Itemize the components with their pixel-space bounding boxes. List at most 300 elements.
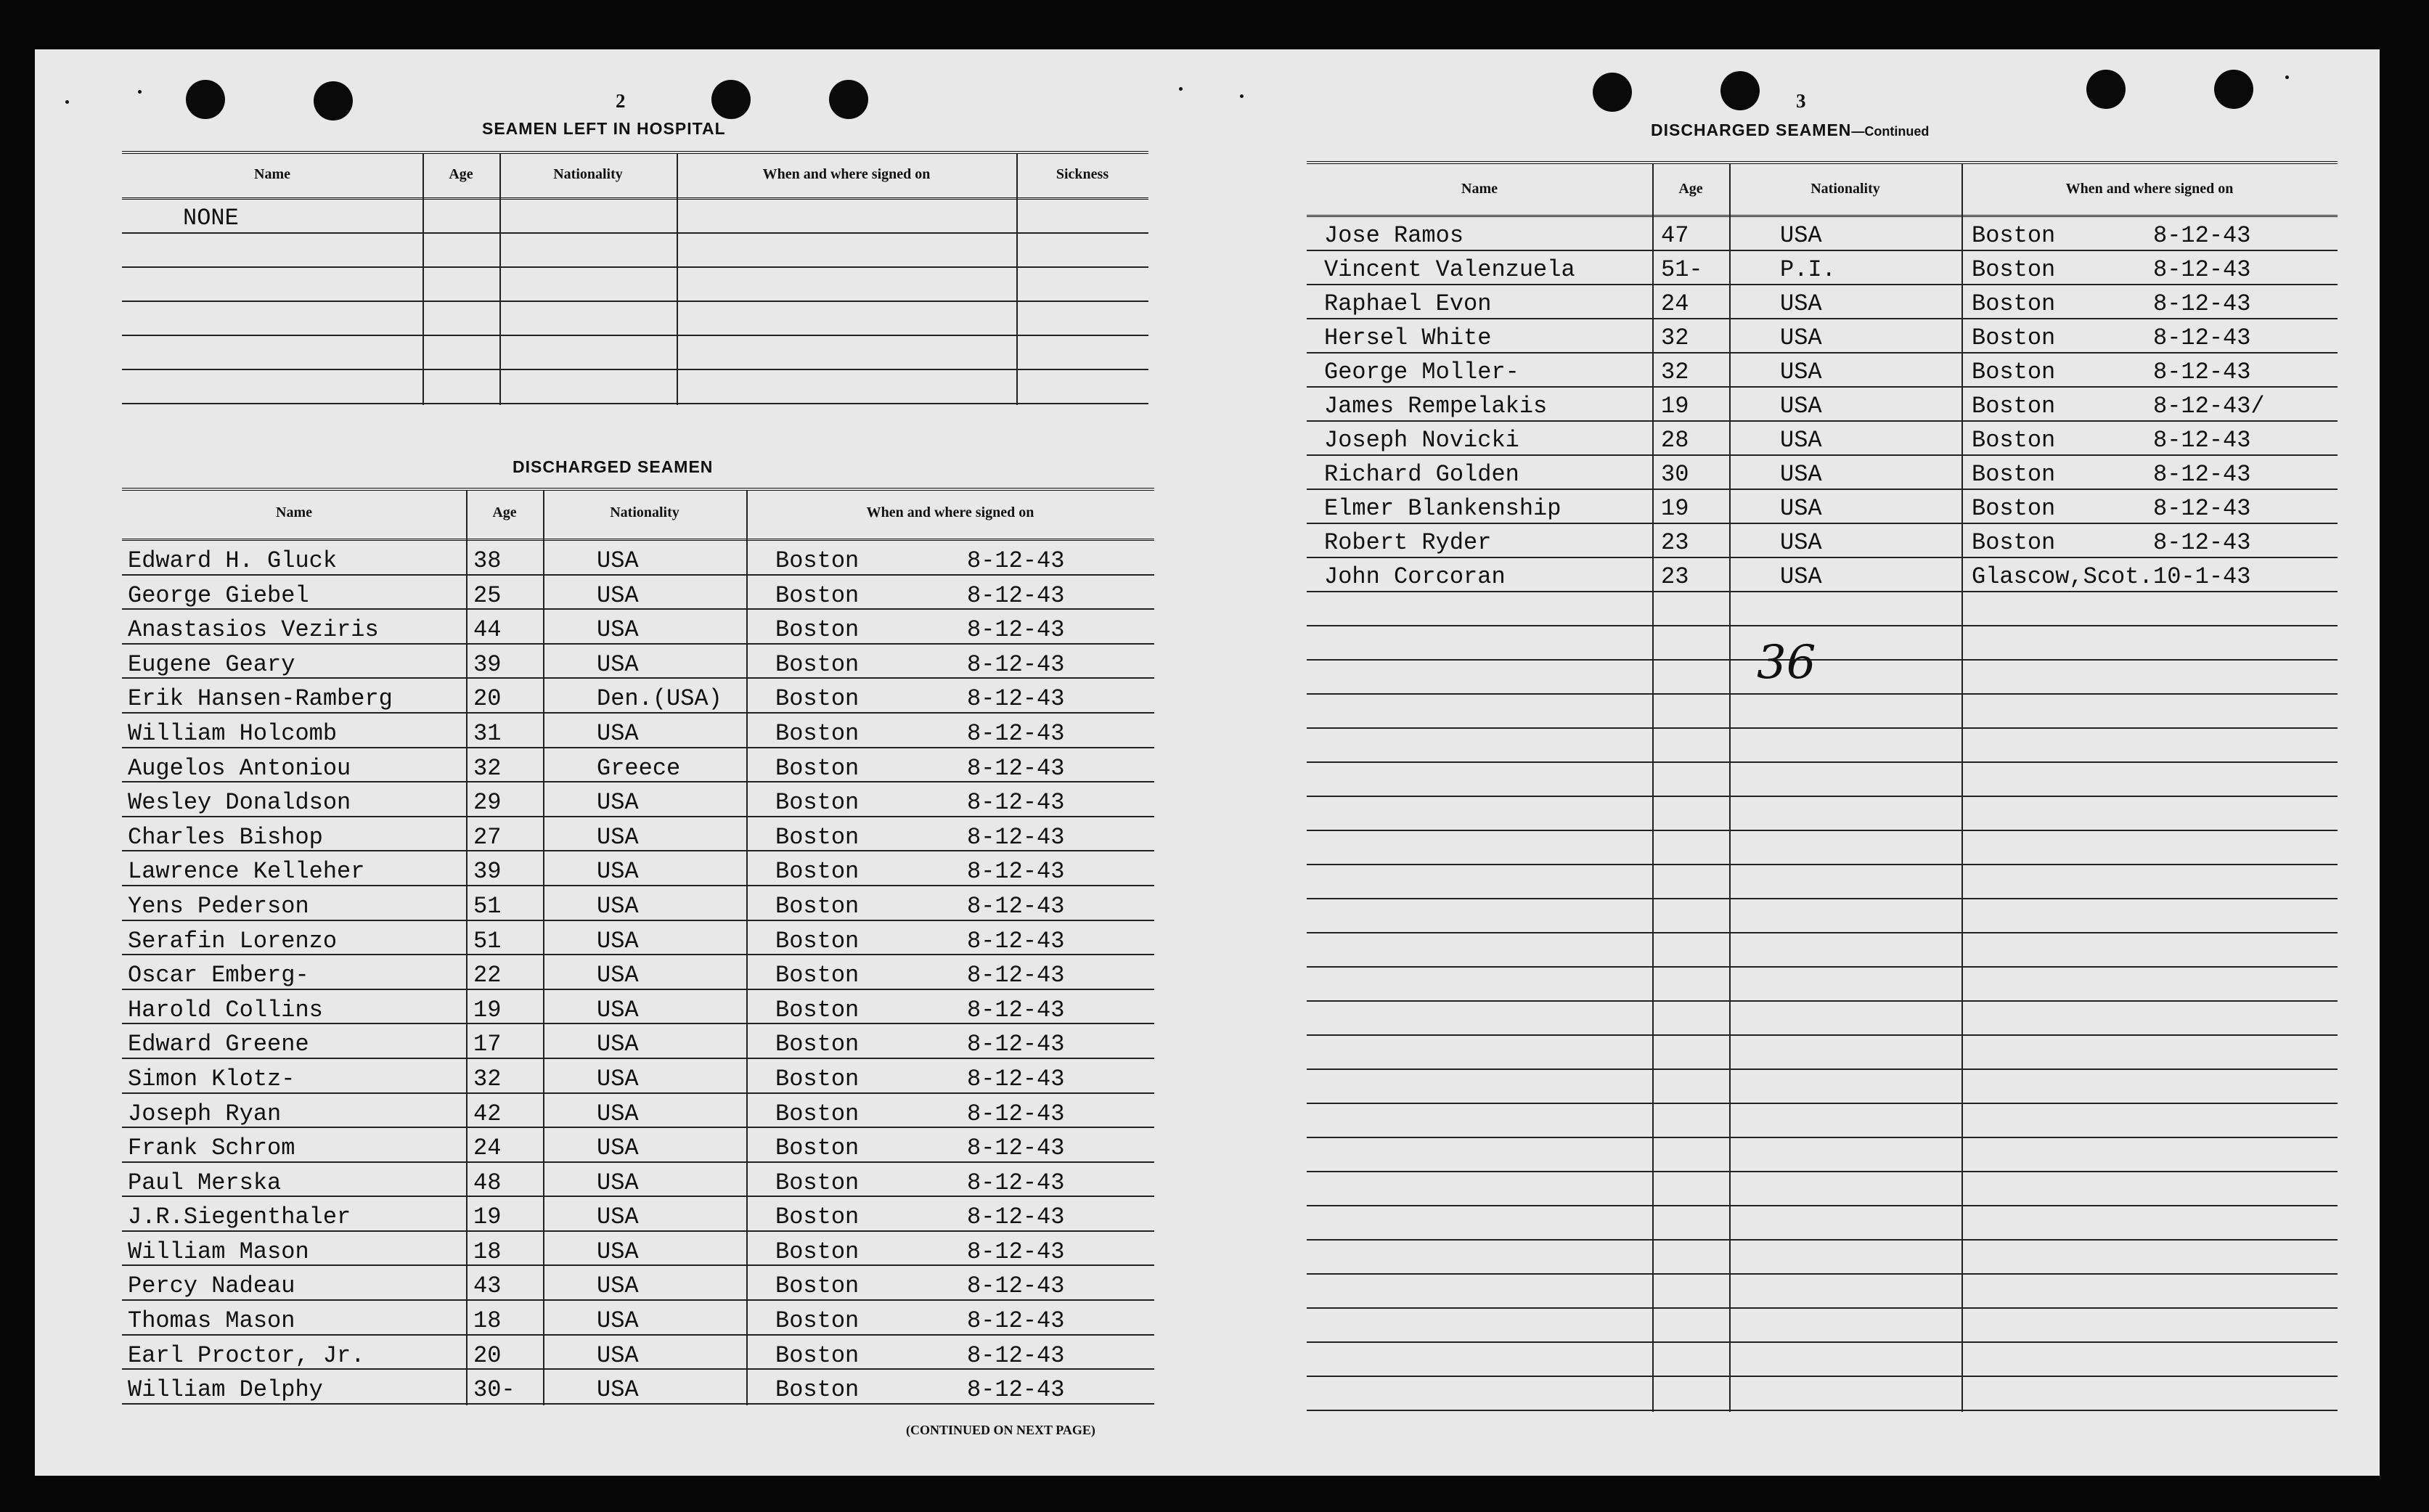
- table-cell: Richard Golden: [1324, 463, 1519, 486]
- table-cell: 19: [473, 1206, 502, 1230]
- punch-hole: [1593, 73, 1632, 112]
- table-cell: 29: [473, 791, 502, 815]
- table-cell: Boston: [775, 1171, 860, 1195]
- column-header: When and where signed on: [2065, 181, 2234, 197]
- table-cell: 51-: [1661, 258, 1703, 282]
- table-cell: 8-12-43: [967, 825, 1065, 849]
- table-cell: 20: [473, 687, 502, 711]
- table-cell: USA: [597, 1102, 639, 1126]
- table-cell: USA: [597, 894, 639, 918]
- table-cell: 8-12-43: [967, 1206, 1065, 1230]
- table-row: [122, 336, 1148, 370]
- table-cell: 23: [1661, 531, 1689, 555]
- table-cell: Boston: [775, 825, 860, 849]
- punch-hole: [711, 80, 751, 119]
- table-row: [1307, 456, 2338, 490]
- table-row: [1307, 797, 2338, 831]
- table-cell: Boston: [1972, 258, 2056, 282]
- table-cell: William Holcomb: [128, 722, 338, 745]
- column-divider: [677, 154, 678, 405]
- table-cell: USA: [597, 1240, 639, 1264]
- table-cell: 8-12-43: [2153, 258, 2251, 282]
- table-cell: Boston: [775, 653, 860, 677]
- table-row: [1307, 1138, 2338, 1172]
- table-cell: Boston: [775, 1067, 860, 1091]
- column-header: Age: [1678, 181, 1703, 197]
- table-cell: USA: [597, 1137, 639, 1161]
- table-row: [122, 851, 1154, 886]
- table-cell: 18: [473, 1240, 502, 1264]
- table-cell: 8-12-43/: [2153, 395, 2265, 418]
- table-row: [122, 1336, 1154, 1370]
- table-cell: Erik Hansen-Ramberg: [128, 687, 393, 711]
- table-cell: Lawrence Kelleher: [128, 860, 365, 884]
- table-cell: 31: [473, 722, 502, 745]
- table-cell: USA: [597, 791, 639, 815]
- column-header: When and where signed on: [866, 504, 1034, 520]
- table-cell: Boston: [775, 722, 860, 745]
- table-cell: George Giebel: [128, 584, 309, 608]
- column-header: Name: [1461, 181, 1498, 197]
- speck: [1240, 94, 1244, 98]
- continued-table: [1307, 161, 2338, 1411]
- table-cell: USA: [1780, 531, 1822, 555]
- table-cell: Eugene Geary: [128, 653, 295, 677]
- table-cell: 8-12-43: [2153, 429, 2251, 452]
- punch-hole: [186, 80, 225, 119]
- table-row: [1307, 490, 2338, 524]
- table-cell: 22: [473, 964, 502, 988]
- table-cell: George Moller-: [1324, 361, 1519, 384]
- table-cell: USA: [597, 929, 639, 953]
- table-row: [1307, 695, 2338, 729]
- table-row: [122, 1232, 1154, 1267]
- page-number-left: 2: [616, 90, 626, 112]
- table-cell: Boston: [775, 860, 860, 884]
- table-cell: William Mason: [128, 1240, 309, 1264]
- table-row: [1307, 933, 2338, 968]
- table-cell: Boston: [775, 1378, 860, 1402]
- table-cell: USA: [1780, 327, 1822, 350]
- table-cell: Edward Greene: [128, 1033, 309, 1057]
- table-cell: Boston: [775, 584, 860, 608]
- table-cell: USA: [597, 722, 639, 745]
- table-cell: USA: [597, 860, 639, 884]
- table-row: [122, 541, 1154, 576]
- table-cell: 8-12-43: [967, 791, 1065, 815]
- page-number-right: 3: [1796, 90, 1806, 112]
- table-row: [122, 576, 1154, 610]
- table-row: [122, 610, 1154, 645]
- table-cell: Boston: [775, 756, 860, 780]
- table-cell: Percy Nadeau: [128, 1275, 295, 1299]
- table-row: [1307, 831, 2338, 865]
- table-cell: 8-12-43: [967, 722, 1065, 745]
- table-row: [122, 1370, 1154, 1405]
- table-cell: Edward H. Gluck: [128, 549, 338, 573]
- table-cell: Boston: [775, 929, 860, 953]
- table-row: [1307, 865, 2338, 899]
- table-row: [122, 1266, 1154, 1301]
- table-cell: Simon Klotz-: [128, 1067, 295, 1091]
- table-row: [122, 1197, 1154, 1232]
- table-cell: Frank Schrom: [128, 1137, 295, 1161]
- table-row: [1307, 899, 2338, 933]
- table-cell: Elmer Blankenship: [1324, 497, 1562, 520]
- column-header: Nationality: [1810, 181, 1880, 197]
- table-cell: 24: [473, 1137, 502, 1161]
- table-cell: Boston: [775, 1206, 860, 1230]
- column-divider: [422, 154, 424, 405]
- table-cell: 8-12-43: [967, 1275, 1065, 1299]
- table-cell: Boston: [775, 998, 860, 1022]
- table-cell: 30-: [473, 1378, 515, 1402]
- table-cell: 8-12-43: [967, 756, 1065, 780]
- table-row: [122, 1128, 1154, 1163]
- table-cell: 8-12-43: [2153, 531, 2251, 555]
- table-cell: 8-12-43: [967, 549, 1065, 573]
- table-row: [1307, 1343, 2338, 1377]
- table-cell: Boston: [775, 687, 860, 711]
- column-divider: [1961, 164, 1963, 1412]
- table-cell: 19: [473, 998, 502, 1022]
- table-cell: 32: [1661, 361, 1689, 384]
- punch-hole: [2214, 70, 2253, 109]
- column-divider: [1016, 154, 1018, 405]
- table-cell: 8-12-43: [967, 1309, 1065, 1333]
- column-header: Nationality: [553, 166, 623, 182]
- table-cell: 8-12-43: [967, 1137, 1065, 1161]
- table-row: [1307, 1377, 2338, 1411]
- table-cell: USA: [597, 964, 639, 988]
- table-row: [122, 921, 1154, 956]
- table-cell: Vincent Valenzuela: [1324, 258, 1575, 282]
- table-body: [122, 541, 1154, 1405]
- table-cell: 8-12-43: [967, 964, 1065, 988]
- table-cell: Augelos Antoniou: [128, 756, 351, 780]
- column-header: Sickness: [1056, 166, 1109, 182]
- table-row: [122, 234, 1148, 268]
- table-cell: Jose Ramos: [1324, 224, 1464, 248]
- table-cell: 8-12-43: [967, 1067, 1065, 1091]
- speck: [2285, 75, 2289, 79]
- table-body: [1307, 217, 2338, 1411]
- table-cell: USA: [1780, 463, 1822, 486]
- table-cell: Boston: [1972, 429, 2056, 452]
- table-row: [1307, 1206, 2338, 1241]
- table-cell: NONE: [183, 207, 239, 230]
- table-cell: Boston: [775, 549, 860, 573]
- table-cell: Boston: [775, 618, 860, 642]
- table-cell: 8-12-43: [967, 1378, 1065, 1402]
- table-cell: 28: [1661, 429, 1689, 452]
- table-row: [1307, 1309, 2338, 1343]
- table-row: [122, 714, 1154, 748]
- table-cell: USA: [597, 1275, 639, 1299]
- punch-hole: [314, 81, 353, 120]
- table-row: [122, 886, 1154, 921]
- table-cell: 20: [473, 1344, 502, 1368]
- table-cell: USA: [1780, 565, 1822, 589]
- table-body: [122, 200, 1148, 404]
- table-cell: 19: [1661, 395, 1689, 418]
- table-cell: USA: [1780, 497, 1822, 520]
- table-cell: Boston: [775, 964, 860, 988]
- table-cell: 8-12-43: [967, 1171, 1065, 1195]
- table-row: [1307, 388, 2338, 422]
- table-cell: Boston: [1972, 293, 2056, 316]
- table-row: [1307, 217, 2338, 251]
- table-cell: Paul Merska: [128, 1171, 282, 1195]
- table-cell: 32: [473, 756, 502, 780]
- table-cell: John Corcoran: [1324, 565, 1506, 589]
- table-cell: J.R.Siegenthaler: [128, 1206, 351, 1230]
- table-row: [122, 782, 1154, 817]
- table-row: [1307, 422, 2338, 456]
- column-header: When and where signed on: [762, 166, 931, 182]
- table-cell: Robert Ryder: [1324, 531, 1492, 555]
- table-cell: 48: [473, 1171, 502, 1195]
- column-divider: [746, 491, 748, 1405]
- table-row: [1307, 285, 2338, 319]
- table-cell: James Rempelakis: [1324, 395, 1548, 418]
- table-row: [1307, 729, 2338, 763]
- table-cell: 8-12-43: [967, 1102, 1065, 1126]
- table-cell: USA: [597, 1171, 639, 1195]
- table-cell: 8-12-43: [2153, 293, 2251, 316]
- table-cell: USA: [597, 618, 639, 642]
- table-row: [122, 955, 1154, 990]
- table-cell: Joseph Ryan: [128, 1102, 282, 1126]
- table-row: [1307, 592, 2338, 626]
- column-header: Age: [449, 166, 473, 182]
- table-cell: 25: [473, 584, 502, 608]
- table-cell: Boston: [775, 894, 860, 918]
- table-cell: USA: [1780, 361, 1822, 384]
- table-cell: USA: [597, 1309, 639, 1333]
- table-cell: Serafin Lorenzo: [128, 929, 338, 953]
- handwritten-total: 36: [1757, 636, 1816, 690]
- table-row: [1307, 1172, 2338, 1206]
- table-cell: Boston: [775, 1102, 860, 1126]
- table-cell: USA: [597, 1378, 639, 1402]
- table-row: [1307, 251, 2338, 285]
- table-cell: Anastasios Veziris: [128, 618, 379, 642]
- table-cell: 8-12-43: [2153, 327, 2251, 350]
- table-cell: 8-12-43: [967, 1344, 1065, 1368]
- table-cell: 17: [473, 1033, 502, 1057]
- table-row: [122, 1163, 1154, 1198]
- table-cell: Charles Bishop: [128, 825, 323, 849]
- table-cell: Harold Collins: [128, 998, 323, 1022]
- table-cell: 30: [1661, 463, 1689, 486]
- table-cell: Boston: [775, 1309, 860, 1333]
- column-divider: [466, 491, 468, 1405]
- table-cell: 47: [1661, 224, 1689, 248]
- table-row: [1307, 1104, 2338, 1138]
- table-cell: Hersel White: [1324, 327, 1492, 350]
- table-cell: 8-12-43: [967, 1033, 1065, 1057]
- table-row: [1307, 968, 2338, 1002]
- table-row: [1307, 1070, 2338, 1104]
- table-cell: USA: [597, 1206, 639, 1230]
- column-header: Name: [276, 504, 312, 520]
- table-row: [1307, 319, 2338, 354]
- table-cell: Yens Pederson: [128, 894, 309, 918]
- punch-hole: [2086, 70, 2126, 109]
- table-cell: 8-12-43: [2153, 361, 2251, 384]
- table-cell: 8-12-43: [967, 687, 1065, 711]
- table-cell: 24: [1661, 293, 1689, 316]
- table-cell: Boston: [775, 1033, 860, 1057]
- column-divider: [1652, 164, 1654, 1412]
- table-cell: 8-12-43: [967, 1240, 1065, 1264]
- table-cell: 8-12-43: [967, 618, 1065, 642]
- table-cell: Boston: [1972, 224, 2056, 248]
- hospital-title: SEAMEN LEFT IN HOSPITAL: [482, 119, 726, 138]
- table-cell: 23: [1661, 565, 1689, 589]
- table-row: [1307, 661, 2338, 695]
- table-cell: 32: [473, 1067, 502, 1091]
- table-row: [1307, 558, 2338, 592]
- table-cell: Boston: [1972, 361, 2056, 384]
- table-cell: 19: [1661, 497, 1689, 520]
- table-cell: Den.(USA): [597, 687, 722, 711]
- table-cell: USA: [597, 1344, 639, 1368]
- column-divider: [543, 491, 544, 1405]
- table-cell: USA: [1780, 224, 1822, 248]
- table-cell: Boston: [775, 1344, 860, 1368]
- table-cell: 27: [473, 825, 502, 849]
- document-paper: [35, 49, 2380, 1476]
- column-divider: [499, 154, 501, 405]
- table-cell: 43: [473, 1275, 502, 1299]
- table-cell: Wesley Donaldson: [128, 791, 351, 815]
- speck: [65, 100, 69, 104]
- table-cell: 39: [473, 653, 502, 677]
- table-cell: 8-12-43: [967, 584, 1065, 608]
- table-row: [122, 1059, 1154, 1094]
- table-header: [122, 491, 1154, 541]
- table-row: [1307, 1241, 2338, 1275]
- table-cell: 8-12-43: [967, 998, 1065, 1022]
- table-cell: 8-12-43: [2153, 224, 2251, 248]
- table-cell: Boston: [775, 791, 860, 815]
- table-cell: 51: [473, 929, 502, 953]
- table-cell: 39: [473, 860, 502, 884]
- table-cell: 8-12-43: [967, 929, 1065, 953]
- column-header: Name: [254, 166, 290, 182]
- table-cell: 44: [473, 618, 502, 642]
- table-cell: Earl Proctor, Jr.: [128, 1344, 365, 1368]
- table-cell: Oscar Emberg-: [128, 964, 309, 988]
- table-row: [1307, 354, 2338, 388]
- table-cell: USA: [597, 998, 639, 1022]
- table-row: [1307, 524, 2338, 558]
- discharged-title: DISCHARGED SEAMEN: [513, 457, 714, 476]
- column-divider: [1729, 164, 1731, 1412]
- table-cell: USA: [1780, 395, 1822, 418]
- table-row: [122, 1301, 1154, 1336]
- table-cell: 8-12-43: [2153, 463, 2251, 486]
- column-header: Age: [492, 504, 517, 520]
- table-cell: 42: [473, 1102, 502, 1126]
- continued-footer: (CONTINUED ON NEXT PAGE): [906, 1423, 1095, 1437]
- punch-hole: [829, 80, 868, 119]
- table-row: [122, 200, 1148, 234]
- table-row: [122, 817, 1154, 852]
- continued-title-main: DISCHARGED SEAMEN: [1651, 120, 1852, 139]
- table-row: [1307, 626, 2338, 661]
- table-header: [122, 154, 1148, 200]
- table-row: [122, 1024, 1154, 1059]
- table-cell: Boston: [775, 1240, 860, 1264]
- table-cell: Boston: [1972, 497, 2056, 520]
- table-row: [122, 990, 1154, 1025]
- table-row: [122, 645, 1154, 679]
- table-cell: Joseph Novicki: [1324, 429, 1519, 452]
- table-cell: Boston: [775, 1137, 860, 1161]
- table-cell: 8-12-43: [967, 894, 1065, 918]
- table-cell: Boston: [1972, 463, 2056, 486]
- table-row: [122, 370, 1148, 404]
- table-cell: 51: [473, 894, 502, 918]
- table-cell: Glascow,Scot.: [1972, 565, 2153, 589]
- table-cell: USA: [597, 549, 639, 573]
- table-cell: 18: [473, 1309, 502, 1333]
- table-cell: USA: [597, 653, 639, 677]
- table-cell: 38: [473, 549, 502, 573]
- table-row: [122, 268, 1148, 302]
- table-cell: Greece: [597, 756, 681, 780]
- table-cell: Raphael Evon: [1324, 293, 1492, 316]
- table-cell: 8-12-43: [967, 653, 1065, 677]
- speck: [1179, 87, 1183, 91]
- table-cell: William Delphy: [128, 1378, 323, 1402]
- table-cell: Boston: [1972, 395, 2056, 418]
- table-cell: Boston: [1972, 327, 2056, 350]
- table-cell: Thomas Mason: [128, 1309, 295, 1333]
- discharged-table: [122, 488, 1154, 1405]
- table-cell: USA: [597, 1033, 639, 1057]
- table-row: [122, 1094, 1154, 1129]
- table-cell: USA: [1780, 429, 1822, 452]
- speck: [138, 90, 142, 94]
- table-row: [1307, 763, 2338, 797]
- table-cell: Boston: [1972, 531, 2056, 555]
- table-cell: USA: [1780, 293, 1822, 316]
- column-header: Nationality: [610, 504, 679, 520]
- table-cell: USA: [597, 584, 639, 608]
- table-cell: 8-12-43: [2153, 497, 2251, 520]
- table-cell: 8-12-43: [967, 860, 1065, 884]
- table-cell: P.I.: [1780, 258, 1836, 282]
- table-row: [122, 302, 1148, 336]
- table-cell: USA: [597, 825, 639, 849]
- table-row: [1307, 1002, 2338, 1036]
- table-cell: USA: [597, 1067, 639, 1091]
- table-row: [122, 748, 1154, 783]
- table-header: [1307, 164, 2338, 217]
- continued-title: [1651, 120, 1929, 140]
- punch-hole: [1720, 71, 1760, 110]
- continued-title-suffix: —Continued: [1851, 124, 1930, 139]
- hospital-table: [122, 151, 1148, 404]
- table-cell: 32: [1661, 327, 1689, 350]
- table-row: [1307, 1275, 2338, 1309]
- table-row: [1307, 1036, 2338, 1070]
- table-cell: 10-1-43: [2153, 565, 2251, 589]
